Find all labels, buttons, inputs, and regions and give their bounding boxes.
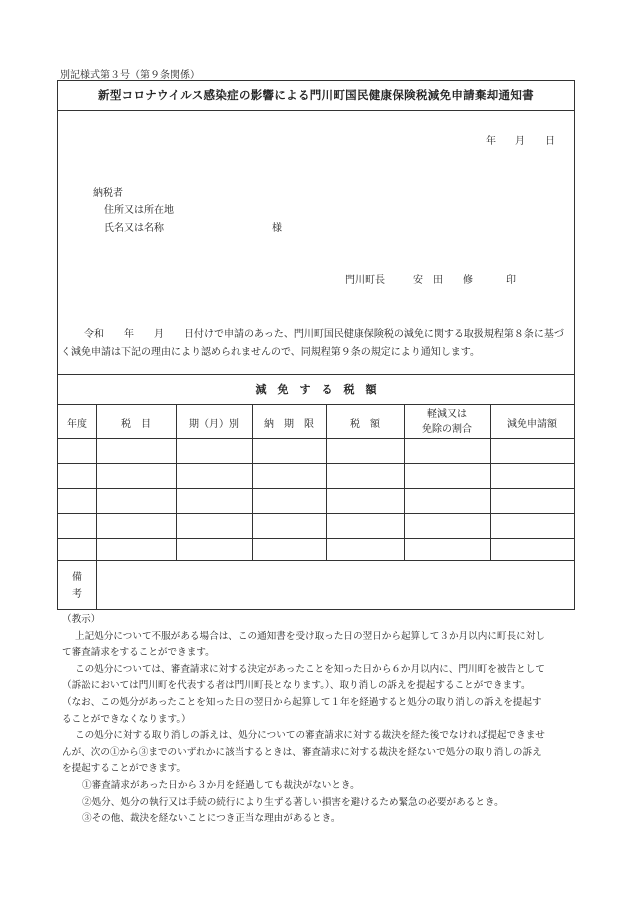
header-reduction-rate — [404, 407, 490, 437]
address-label: 住所又は所在地 — [104, 205, 174, 216]
notice-frame — [57, 80, 575, 610]
note-line: （なお、この処分があったことを知った日の翌日から起算して１年を経過すると処分の取り消しの訴えを提起す — [62, 696, 542, 708]
header-reduction-rate-line1: 軽減又は — [427, 409, 467, 420]
note-line: 上記処分について不服がある場合は、この通知書を受け取った日の翌日から起算して３か月以内に町長に対し — [75, 630, 545, 642]
header-requested-amount: 減免申請額 — [507, 419, 557, 430]
remarks-label — [58, 569, 96, 603]
header-due-date: 納 期 限 — [264, 419, 314, 430]
date-year: 年 — [486, 136, 496, 147]
body-line-2: く減免申請は下記の理由により認められませんので、同規程第９条の規定により通知します。 — [61, 347, 480, 358]
note-line: この処分については、審査請求に対する決定があったことを知った日から６か月以内に、門川町を被告として — [75, 663, 545, 675]
notes-heading: （教示） — [62, 614, 101, 625]
note-line: を提起することができます。 — [62, 763, 186, 775]
issuer-title: 門川町長 — [345, 275, 385, 286]
taxpayer-heading: 納税者 — [93, 188, 123, 199]
note-item-2: ②処分、処分の執行又は手続の続行により生ずる著しい損害を避けるため緊急の必要があるとき。 — [82, 796, 504, 808]
date-day: 日 — [545, 136, 555, 147]
header-reduction-rate-line2: 免除の割合 — [422, 424, 472, 435]
table-row-line — [58, 513, 574, 514]
name-label: 氏名又は名称 — [104, 223, 164, 234]
note-line: （訴訟においては門川町を代表する者は門川町長となります。）、取り消しの訴えを提起することができます。 — [62, 680, 531, 692]
honorific-sama: 様 — [272, 223, 282, 234]
note-line: て審査請求をすることができます。 — [62, 647, 215, 659]
header-fiscal-year: 年度 — [67, 419, 87, 430]
issuer-name: 安 田 修 — [413, 275, 473, 286]
note-line: ることができなくなります。） — [62, 713, 191, 725]
instruction-notes — [62, 612, 582, 828]
note-item-1: ①審査請求があった日から３か月を経過しても裁決がないとき。 — [82, 779, 360, 791]
note-line: んが、次の①から③までのいずれかに該当するときは、審査請求に対する裁決を経ないで処分の取り消しの訴え — [62, 746, 542, 758]
section-title: 減 免 す る 税 額 — [255, 383, 377, 396]
form-number-label: 別記様式第３号（第９条関係） — [60, 70, 200, 81]
note-item-3: ③その他、裁決を経ないことにつき正当な理由があるとき。 — [82, 813, 341, 825]
document-title: 新型コロナウイルス感染症の影響による門川町国民健康保険税減免申請棄却通知書 — [58, 81, 574, 111]
remarks-label-2: 考 — [72, 589, 82, 600]
table-header-top — [58, 404, 574, 405]
remarks-label-1: 備 — [72, 572, 82, 583]
table-row-line — [58, 463, 574, 464]
header-tax-item: 税 目 — [121, 419, 151, 430]
remarks-row-line — [58, 560, 574, 561]
table-row-line — [58, 488, 574, 489]
table-row-line — [58, 538, 574, 539]
table-row-line — [58, 438, 574, 439]
note-line: この処分に対する取り消しの訴えは、処分についての審査請求に対する裁決を経た後でなければ提起できませ — [75, 730, 545, 742]
section-divider — [58, 374, 574, 375]
body-line-1: 令和 年 月 日付けで申請のあった、門川町国民健康保険税の減免に関する取扱規程第８条に基づ — [84, 329, 564, 340]
date-month: 月 — [515, 136, 525, 147]
seal-mark: 印 — [506, 275, 516, 286]
header-period: 期（月）別 — [189, 419, 239, 430]
column-line — [96, 404, 97, 610]
header-tax-amount: 税 額 — [350, 419, 380, 430]
